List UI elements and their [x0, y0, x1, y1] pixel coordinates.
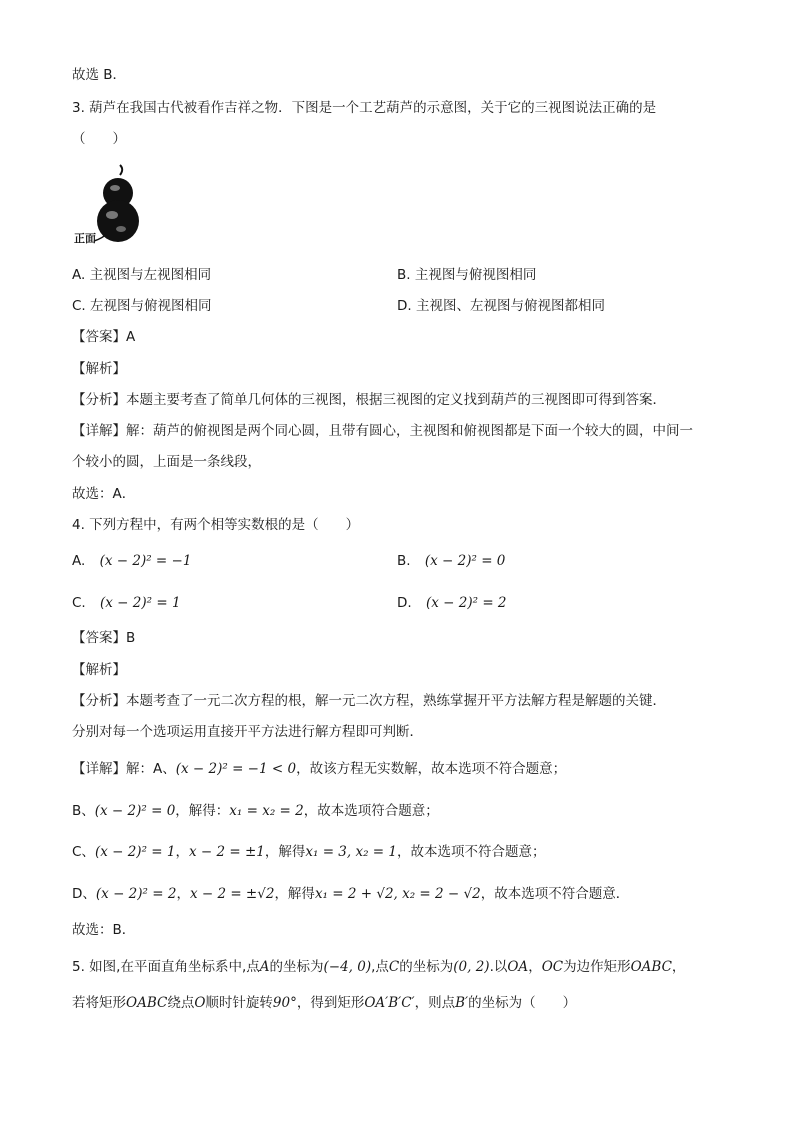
q4-xiangjie-b-expr2: x₁ = x₂ = 2 — [229, 803, 304, 819]
q4-xiangjie-d-expr2: x − 2 = ±√2 — [189, 886, 275, 902]
q4-xiangjie-a-expr: (x − 2)² = −1 < 0 — [175, 761, 297, 777]
q4-xiangjie-a-text: ，故该方程无实数解，故本选项不符合题意； — [296, 761, 567, 777]
q4-xiangjie-c-expr3: x₁ = 3, x₂ = 1 — [305, 844, 397, 860]
q5-text: ， — [671, 959, 686, 975]
q5-point-b-prime: B′ — [455, 995, 469, 1011]
q4-xiangjie-d-expr3: x₁ = 2 + √2, x₂ = 2 − √2 — [314, 886, 481, 902]
q4-option-d — [397, 594, 507, 612]
q4-xiangjie-b — [72, 802, 439, 820]
q5-text: ，得到矩形 — [296, 995, 365, 1011]
q3-fenxi: 【分析】本题主要考查了简单几何体的三视图，根据三视图的定义找到葫芦的三视图即可得到答案． — [72, 392, 666, 408]
q4-xiangjie-a — [72, 760, 566, 778]
figure-label-front: 正面 — [74, 232, 96, 245]
q4-option-d-expr: (x − 2)² = 2 — [425, 595, 507, 611]
q4-option-a-expr: (x − 2)² = −1 — [99, 553, 192, 569]
q5-stem-2 — [72, 994, 576, 1012]
q3-xiangjie-2: 个较小的圆，上面是一条线段， — [72, 454, 261, 470]
q5-stem-1 — [72, 958, 685, 976]
q3-option-c: C. 左视图与俯视图相同 — [72, 298, 212, 314]
q4-xiangjie-d-expr: (x − 2)² = 2 — [95, 886, 177, 902]
q4-xiangjie-c — [72, 843, 545, 861]
q4-choose: 故选：B． — [72, 922, 136, 938]
q4-xiangjie-c-mid2: ，解得 — [264, 844, 306, 860]
q5-rect-oabc: OABC — [630, 959, 672, 975]
q4-option-b-expr: (x − 2)² = 0 — [424, 553, 506, 569]
q4-option-c-expr: (x − 2)² = 1 — [100, 595, 181, 611]
q4-xiangjie-d — [72, 885, 629, 903]
q4-xiangjie-d-text: ，故本选项不符合题意． — [480, 886, 630, 902]
q3-xiangjie-1: 【详解】解：葫芦的俯视图是两个同心圆，且带有圆心，主视图和俯视图都是下面一个较大的圆，中间一 — [72, 423, 693, 439]
q4-option-a — [72, 552, 191, 570]
q4-xiangjie-d-prefix: D、 — [72, 886, 96, 902]
q4-option-b — [397, 552, 505, 570]
q4-xiangjie-a-prefix: 【详解】解：A、 — [72, 761, 176, 777]
q3-analysis-tag: 【解析】 — [72, 361, 126, 377]
q5-text: 的坐标为 — [269, 959, 324, 975]
q2-choose: 故选 B． — [72, 67, 127, 83]
q4-fenxi-2: 分别对每一个选项运用直接开平方法进行解方程即可判断． — [72, 724, 423, 740]
q5-text: 为边作矩形 — [563, 959, 631, 975]
q5-coord-c: (0, 2) — [453, 959, 490, 975]
q4-xiangjie-c-prefix: C、 — [72, 844, 95, 860]
q4-xiangjie-c-expr2: x − 2 = ±1 — [188, 844, 265, 860]
q5-point-a: A — [259, 959, 270, 975]
q5-text: 绕点 — [167, 995, 195, 1011]
q5-text: 5. 如图,在平面直角坐标系中,点 — [72, 959, 260, 975]
q3-choose: 故选：A． — [72, 486, 136, 502]
q4-option-d-label: D. — [397, 595, 412, 611]
q4-stem: 4. 下列方程中，有两个相等实数根的是（ ） — [72, 517, 360, 533]
q5-point-o: O — [194, 995, 206, 1011]
q4-xiangjie-d-mid2: ，解得 — [274, 886, 315, 902]
q4-option-c — [72, 594, 181, 612]
q3-option-a: A. 主视图与左视图相同 — [72, 267, 212, 283]
q4-xiangjie-d-mid: ， — [176, 886, 190, 902]
q4-option-a-label: A. — [72, 553, 86, 569]
q5-angle: 90° — [272, 995, 297, 1011]
q5-text: 顺时针旋转 — [205, 995, 273, 1011]
q3-option-d: D. 主视图、左视图与俯视图都相同 — [397, 298, 605, 314]
q4-xiangjie-b-expr: (x − 2)² = 0 — [94, 803, 176, 819]
q4-xiangjie-b-prefix: B、 — [72, 803, 95, 819]
q3-stem: 3. 葫芦在我国古代被看作吉祥之物．下图是一个工艺葫芦的示意图，关于它的三视图说法正确的是 — [72, 100, 657, 116]
q5-coord-a: (−4, 0) — [323, 959, 372, 975]
q5-text: ,点 — [371, 959, 389, 975]
q4-xiangjie-b-mid: ，解得： — [175, 803, 230, 819]
q3-answer: 【答案】A — [72, 329, 136, 345]
q4-option-c-label: C. — [72, 595, 86, 611]
q4-xiangjie-b-text: ，故本选项符合题意； — [303, 803, 439, 819]
q3-option-b: B. 主视图与俯视图相同 — [397, 267, 537, 283]
q5-text: ，则点 — [414, 995, 456, 1011]
q4-analysis-tag: 【解析】 — [72, 662, 126, 678]
q5-rect-oabc: OABC — [126, 995, 168, 1011]
q4-answer: 【答案】B — [72, 630, 136, 646]
q3-paren: （ ） — [72, 131, 126, 147]
q4-option-b-label: B. — [397, 553, 411, 569]
q4-xiangjie-c-expr: (x − 2)² = 1 — [94, 844, 176, 860]
q5-text: 的坐标为 — [399, 959, 454, 975]
q5-segment-oc: OC — [541, 959, 564, 975]
q4-xiangjie-c-text: ，故本选项不符合题意； — [396, 844, 546, 860]
q5-text: ， — [528, 959, 542, 975]
q5-text: 的坐标为（ ） — [468, 995, 577, 1011]
q5-point-c: C — [388, 959, 400, 975]
q4-fenxi-1: 【分析】本题考查了一元二次方程的根，解一元二次方程，熟练掌握开平方法解方程是解题的关键． — [72, 693, 666, 709]
q5-text: 若将矩形 — [72, 995, 126, 1011]
q5-rect-rotated: OA′B′C′ — [364, 995, 415, 1011]
q4-xiangjie-c-mid: ， — [175, 844, 189, 860]
q5-segment-oa: OA — [507, 959, 529, 975]
q5-text: .以 — [489, 959, 508, 975]
